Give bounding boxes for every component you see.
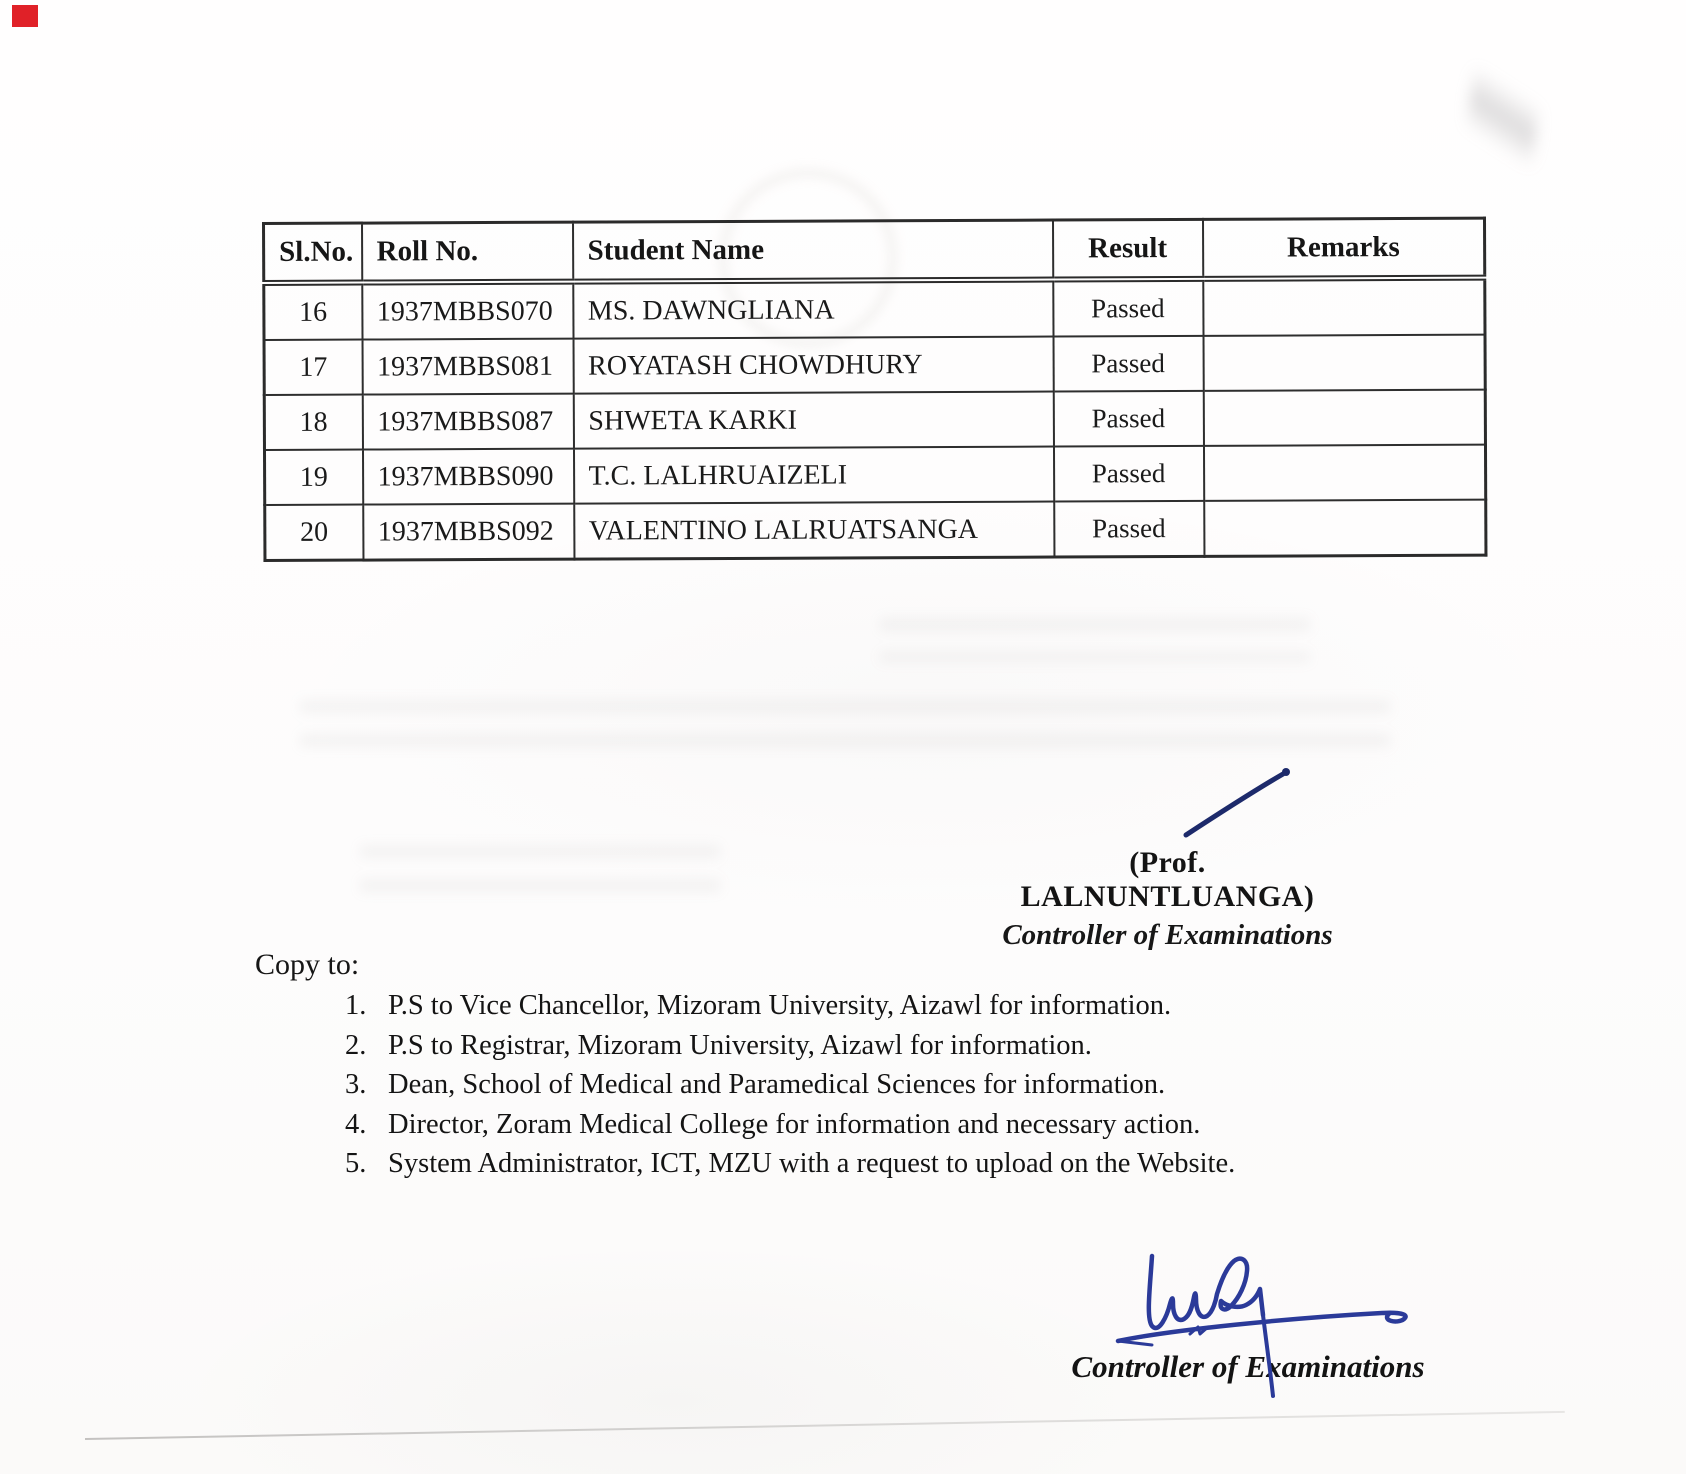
footer-signatory-title: Controller of Examinations bbox=[1071, 1349, 1425, 1384]
cell-slno: 19 bbox=[264, 450, 362, 505]
cell-remarks bbox=[1203, 278, 1485, 336]
list-item bbox=[345, 1148, 1235, 1188]
col-header-student-name: Student Name bbox=[573, 220, 1053, 282]
cell-remarks bbox=[1203, 445, 1485, 501]
col-header-remarks: Remarks bbox=[1202, 218, 1484, 279]
list-item-number: 3. bbox=[345, 1069, 367, 1100]
cell-remarks bbox=[1204, 500, 1486, 557]
cell-result: Passed bbox=[1053, 336, 1203, 392]
list-item-text: P.S to Registrar, Mizoram University, Aizawl for information. bbox=[388, 1029, 1092, 1061]
cell-student-name: SHWETA KARKI bbox=[573, 392, 1053, 449]
cell-student-name: MS. DAWNGLIANA bbox=[573, 280, 1053, 339]
bleed-through-text bbox=[360, 845, 720, 907]
signatory-title: Controller of Examinations bbox=[1002, 919, 1333, 951]
cell-student-name: T.C. LALHRUAIZELI bbox=[573, 447, 1053, 504]
cell-slno: 17 bbox=[264, 340, 362, 395]
results-table-container bbox=[262, 217, 1487, 562]
cell-slno: 18 bbox=[264, 395, 362, 450]
cell-student-name: ROYATASH CHOWDHURY bbox=[573, 337, 1053, 394]
cell-rollno: 1937MBBS081 bbox=[362, 339, 573, 395]
cell-rollno: 1937MBBS090 bbox=[362, 449, 573, 505]
list-item-text: Director, Zoram Medical College for information and necessary action. bbox=[388, 1108, 1201, 1140]
table-header-row bbox=[264, 218, 1485, 283]
table-row bbox=[264, 445, 1485, 505]
results-table bbox=[262, 217, 1487, 562]
scan-fold-line bbox=[85, 1411, 1565, 1440]
list-item-number: 4. bbox=[345, 1108, 367, 1140]
cell-slno: 16 bbox=[264, 283, 362, 340]
red-corner-mark bbox=[12, 5, 38, 27]
cell-result: Passed bbox=[1053, 391, 1203, 447]
pen-stroke-top-signature bbox=[1186, 768, 1290, 835]
col-header-result: Result bbox=[1052, 219, 1202, 279]
list-item-number: 1. bbox=[345, 990, 367, 1021]
cell-slno: 20 bbox=[265, 505, 363, 561]
copy-to-label: Copy to: bbox=[255, 948, 360, 981]
copy-to-list bbox=[345, 990, 1235, 1188]
cell-student-name: VALENTINO LALRUATSANGA bbox=[574, 502, 1054, 560]
cell-rollno: 1937MBBS070 bbox=[362, 282, 573, 340]
list-item bbox=[345, 1069, 1235, 1109]
list-item-text: System Administrator, ICT, MZU with a request to upload on the Website. bbox=[388, 1148, 1236, 1179]
cell-result: Passed bbox=[1053, 279, 1203, 337]
scan-smudge bbox=[1459, 48, 1546, 186]
approval-block bbox=[985, 846, 1350, 952]
cell-rollno: 1937MBBS092 bbox=[363, 504, 574, 560]
bleed-through-text bbox=[300, 700, 1390, 752]
list-item-text: Dean, School of Medical and Paramedical Sciences for information. bbox=[388, 1069, 1166, 1100]
table-row bbox=[264, 390, 1485, 450]
cell-rollno: 1937MBBS087 bbox=[362, 394, 573, 450]
cell-remarks bbox=[1203, 390, 1485, 446]
cell-result: Passed bbox=[1054, 501, 1204, 557]
cell-result: Passed bbox=[1053, 446, 1203, 502]
col-header-slno: Sl.No. bbox=[264, 223, 362, 283]
signatory-name: (Prof. LALNUNTLUANGA) bbox=[1020, 846, 1315, 913]
table-row bbox=[264, 278, 1485, 340]
table-row bbox=[264, 335, 1485, 395]
list-item-text: P.S to Vice Chancellor, Mizoram University, Aizawl for information. bbox=[388, 990, 1172, 1021]
list-item-number: 5. bbox=[345, 1148, 367, 1179]
list-item-number: 2. bbox=[345, 1029, 367, 1061]
list-item bbox=[345, 1030, 1235, 1070]
bleed-through-text bbox=[880, 618, 1310, 662]
cell-remarks bbox=[1203, 335, 1485, 391]
list-item bbox=[345, 1109, 1235, 1149]
list-item bbox=[345, 990, 1235, 1030]
col-header-rollno: Roll No. bbox=[362, 222, 573, 282]
table-row bbox=[265, 500, 1486, 561]
